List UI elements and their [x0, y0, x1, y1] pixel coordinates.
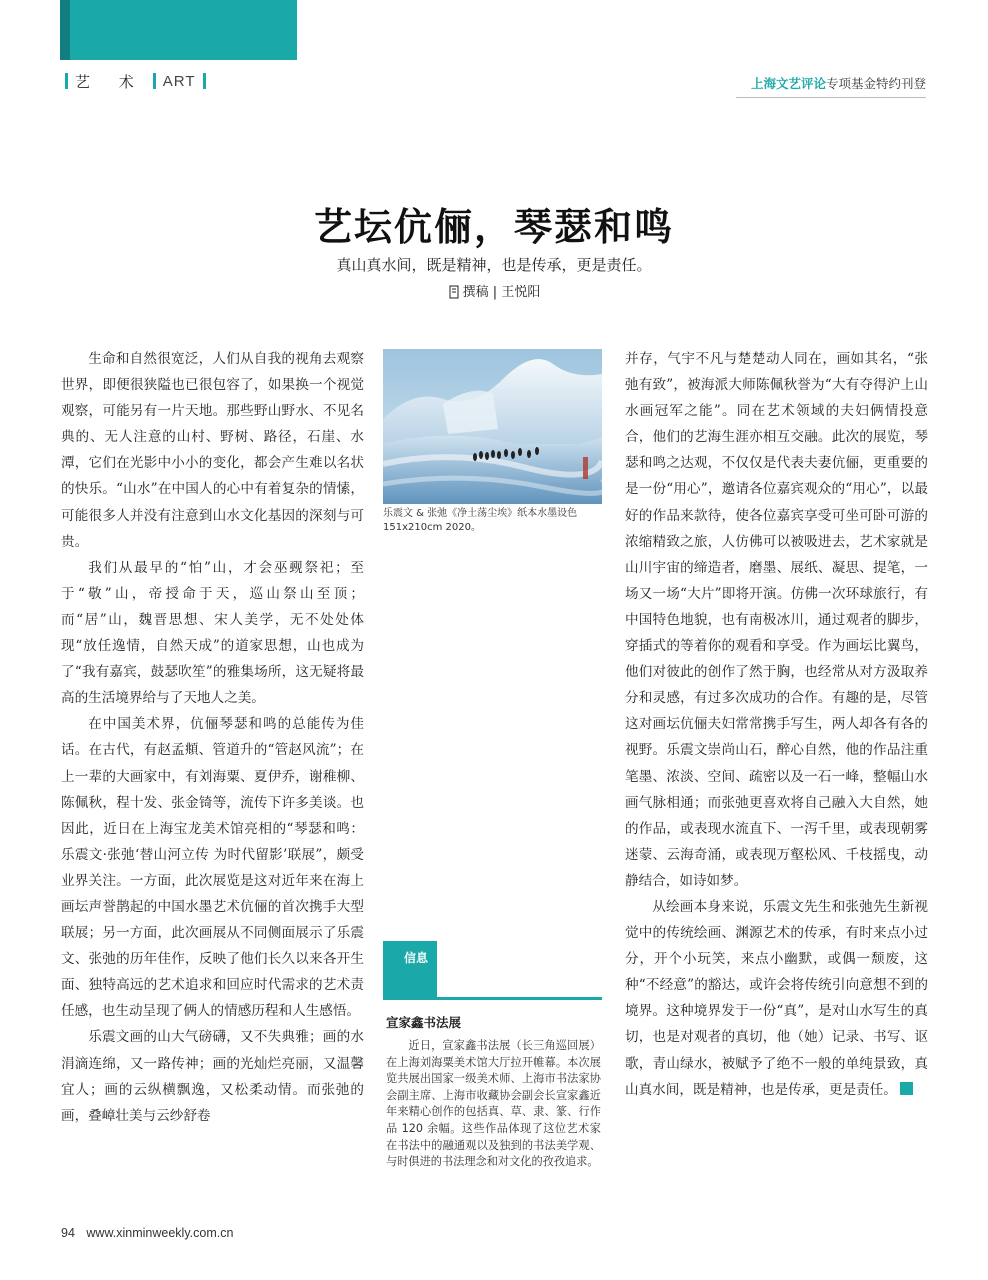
info-body — [386, 1038, 601, 1171]
byline — [0, 281, 988, 303]
painting-image — [383, 349, 602, 504]
pen-icon — [448, 285, 460, 303]
info-rule — [383, 997, 602, 1000]
sponsor-underline — [736, 97, 926, 98]
section-name-cn: 艺 术 — [75, 72, 146, 91]
sponsor-line — [751, 74, 926, 92]
sponsor-text: 专项基金特约刊登 — [825, 76, 926, 91]
article-title: 艺坛伉俪，琴瑟和鸣 — [313, 204, 674, 249]
tag-bar-left — [65, 73, 68, 89]
paragraph: 乐震文画的山大气磅礴，又不失典雅；画的水涓滴连绵，又一路传神；画的光灿烂亮丽，又温馨宜人；画的云纵横飘逸，又松柔动情。而张弛的画，叠嶂壮美与云纱舒卷 — [61, 1029, 364, 1124]
paragraph: 我们从最早的“怕”山，才会巫觋祭祀；至于“敬”山，帝授命于天，巡山祭山至顶；而“居”山，魏晋思想、宋人美学，无不处处体现“放任逸情，自然天成”的道家思想，山也成为了“我有嘉宾，鼓瑟吹笙”的雅集场所，这无疑将最高的生活境界给与了天地人之美。 — [61, 559, 364, 707]
page-footer — [61, 1226, 233, 1240]
paragraph-text: 从绘画本身来说，乐震文先生和张弛先生新视觉中的传统绘画、渊源艺术的传承，有时来点小过分，开个小玩笑，来点小幽默，或偶一颓废，这种“不经意”的豁达，或许会将传统引向意想不到的境界。这种境界发于一份“真”，是对山水写生的真切，也是对观者的真切，他（她）记录、书写、讴歌，青山绿水，被赋予了绝不一般的单纯景致，真山真水间，既是精神，也是传承，更是责任。 — [625, 898, 928, 1098]
section-name-en: ART — [162, 72, 196, 90]
paragraph-continued: 并存，气宇不凡与楚楚动人同在，画如其名，“张弛有致”，被海派大师陈佩秋誉为“大有夺得沪上山水画冠军之能”。同在艺术领域的夫妇俩情投意合，他们的艺海生涯亦相互交融。此次的展览，琴瑟和鸣之达观，不仅仅是代表夫妻伉俪，更重要的是一份“用心”，邀请各位嘉宾观众的“用心”，以最好的作品来款待，使各位嘉宾享受可坐可卧可游的浓缩精致之旅，人仿佛可以被吸进去，艺术家就是山川宇宙的缔造者，磨墨、展纸、凝思、提笔，一场又一场“大片”即将开演。仿佛一次环球旅行，有中国特色地貌，也有南极冰川，通过观者的脚步，穿插式的等着你的观看和享受。作为画坛比翼鸟，他们对彼此的创作了然于胸，也经常从对方汲取养分和灵感，有过多次成功的合作。有趣的是，尽管这对画坛伉俪夫妇常常携手写生，两人却各有各的视野。乐震文崇尚山石，醉心自然，他的作品注重笔墨、浓淡、空间、疏密以及一石一峰，整幅山水画气脉相通；而张弛更喜欢将自己融入大自然，她的作品，或表现水流直下、一泻千里，或表现朝雾迷蒙、云海奇涌，或表现万壑松风、千枝摇曳，动静结合，如诗如梦。 — [625, 351, 928, 889]
painting-caption: 乐震文 & 张弛《净土荡尘埃》纸本水墨设色 151x210cm 2020。 — [383, 508, 578, 533]
website-url: www.xinminweekly.com.cn — [86, 1226, 234, 1240]
byline-text: 撰稿 | 王悦阳 — [462, 285, 541, 300]
info-paragraph: 近日，宣家鑫书法展（长三角巡回展）在上海刘海粟美术馆大厅拉开帷幕。本次展览共展出国家一级美术师、上海市书法家协会副主席、上海市收藏协会副会长宣家鑫近年来精心创作的包括真、草、隶、篆、行作品 120 余幅。这些作品体现了这位艺术家在书法中的融通观以及独到的书法美学观、与时俱进的书法理念和对文化的孜孜追求。 — [386, 1039, 601, 1169]
article-column-right — [625, 346, 928, 1103]
end-mark-icon — [900, 1082, 913, 1095]
paragraph — [625, 894, 928, 1103]
sponsor-brand: 上海文艺评论 — [750, 76, 826, 91]
tag-bar-middle — [153, 73, 156, 89]
info-label: 信息 — [404, 951, 429, 965]
header-color-block-shade — [60, 0, 70, 60]
article-subtitle: 真山真水间，既是精神，也是传承，更是责任。 — [336, 256, 652, 274]
paragraph: 生命和自然很宽泛，人们从自我的视角去观察世界，即便很狭隘也已很包容了，如果换一个视觉观察，可能另有一片天地。那些野山野水、不见名典的、无人注意的山村、野树、路径，石崖、水潭，它们在光影中小小的变化，都会产生难以名状的快乐。“山水”在中国人的心中有着复杂的情愫，可能很多人并没有注意到山水文化基因的深刻与可贵。 — [61, 351, 364, 550]
article-column-left — [61, 346, 364, 1129]
paragraph: 在中国美术界，伉俪琴瑟和鸣的总能传为佳话。在古代，有赵孟頫、管道升的“管赵风流”；在上一辈的大画家中，有刘海粟、夏伊乔，谢稚柳、陈佩秋，程十发、张金锜等，流传下许多美谈。也因此，近日在上海宝龙美术馆亮相的“琴瑟和鸣：乐震文·张弛‘替山河立传 为时代留影’联展”，颇受业界关注。一方面，此次展览是这对近年来在海上画坛声誉鹊起的中国水墨艺术伉俪的首次携手大型联展；另一方面，此次画展从不同侧面展示了乐震文、张弛的历年佳作，反映了他们长久以来各开生面、独特高远的艺术追求和回应时代需求的艺术责任感，也生动呈现了俩人的情感历程和人生感悟。 — [61, 716, 364, 1020]
info-title: 宣家鑫书法展 — [386, 1015, 462, 1030]
page-number: 94 — [61, 1226, 75, 1240]
tag-bar-right — [203, 73, 206, 89]
section-tag — [58, 70, 213, 92]
header-color-block — [60, 0, 297, 60]
